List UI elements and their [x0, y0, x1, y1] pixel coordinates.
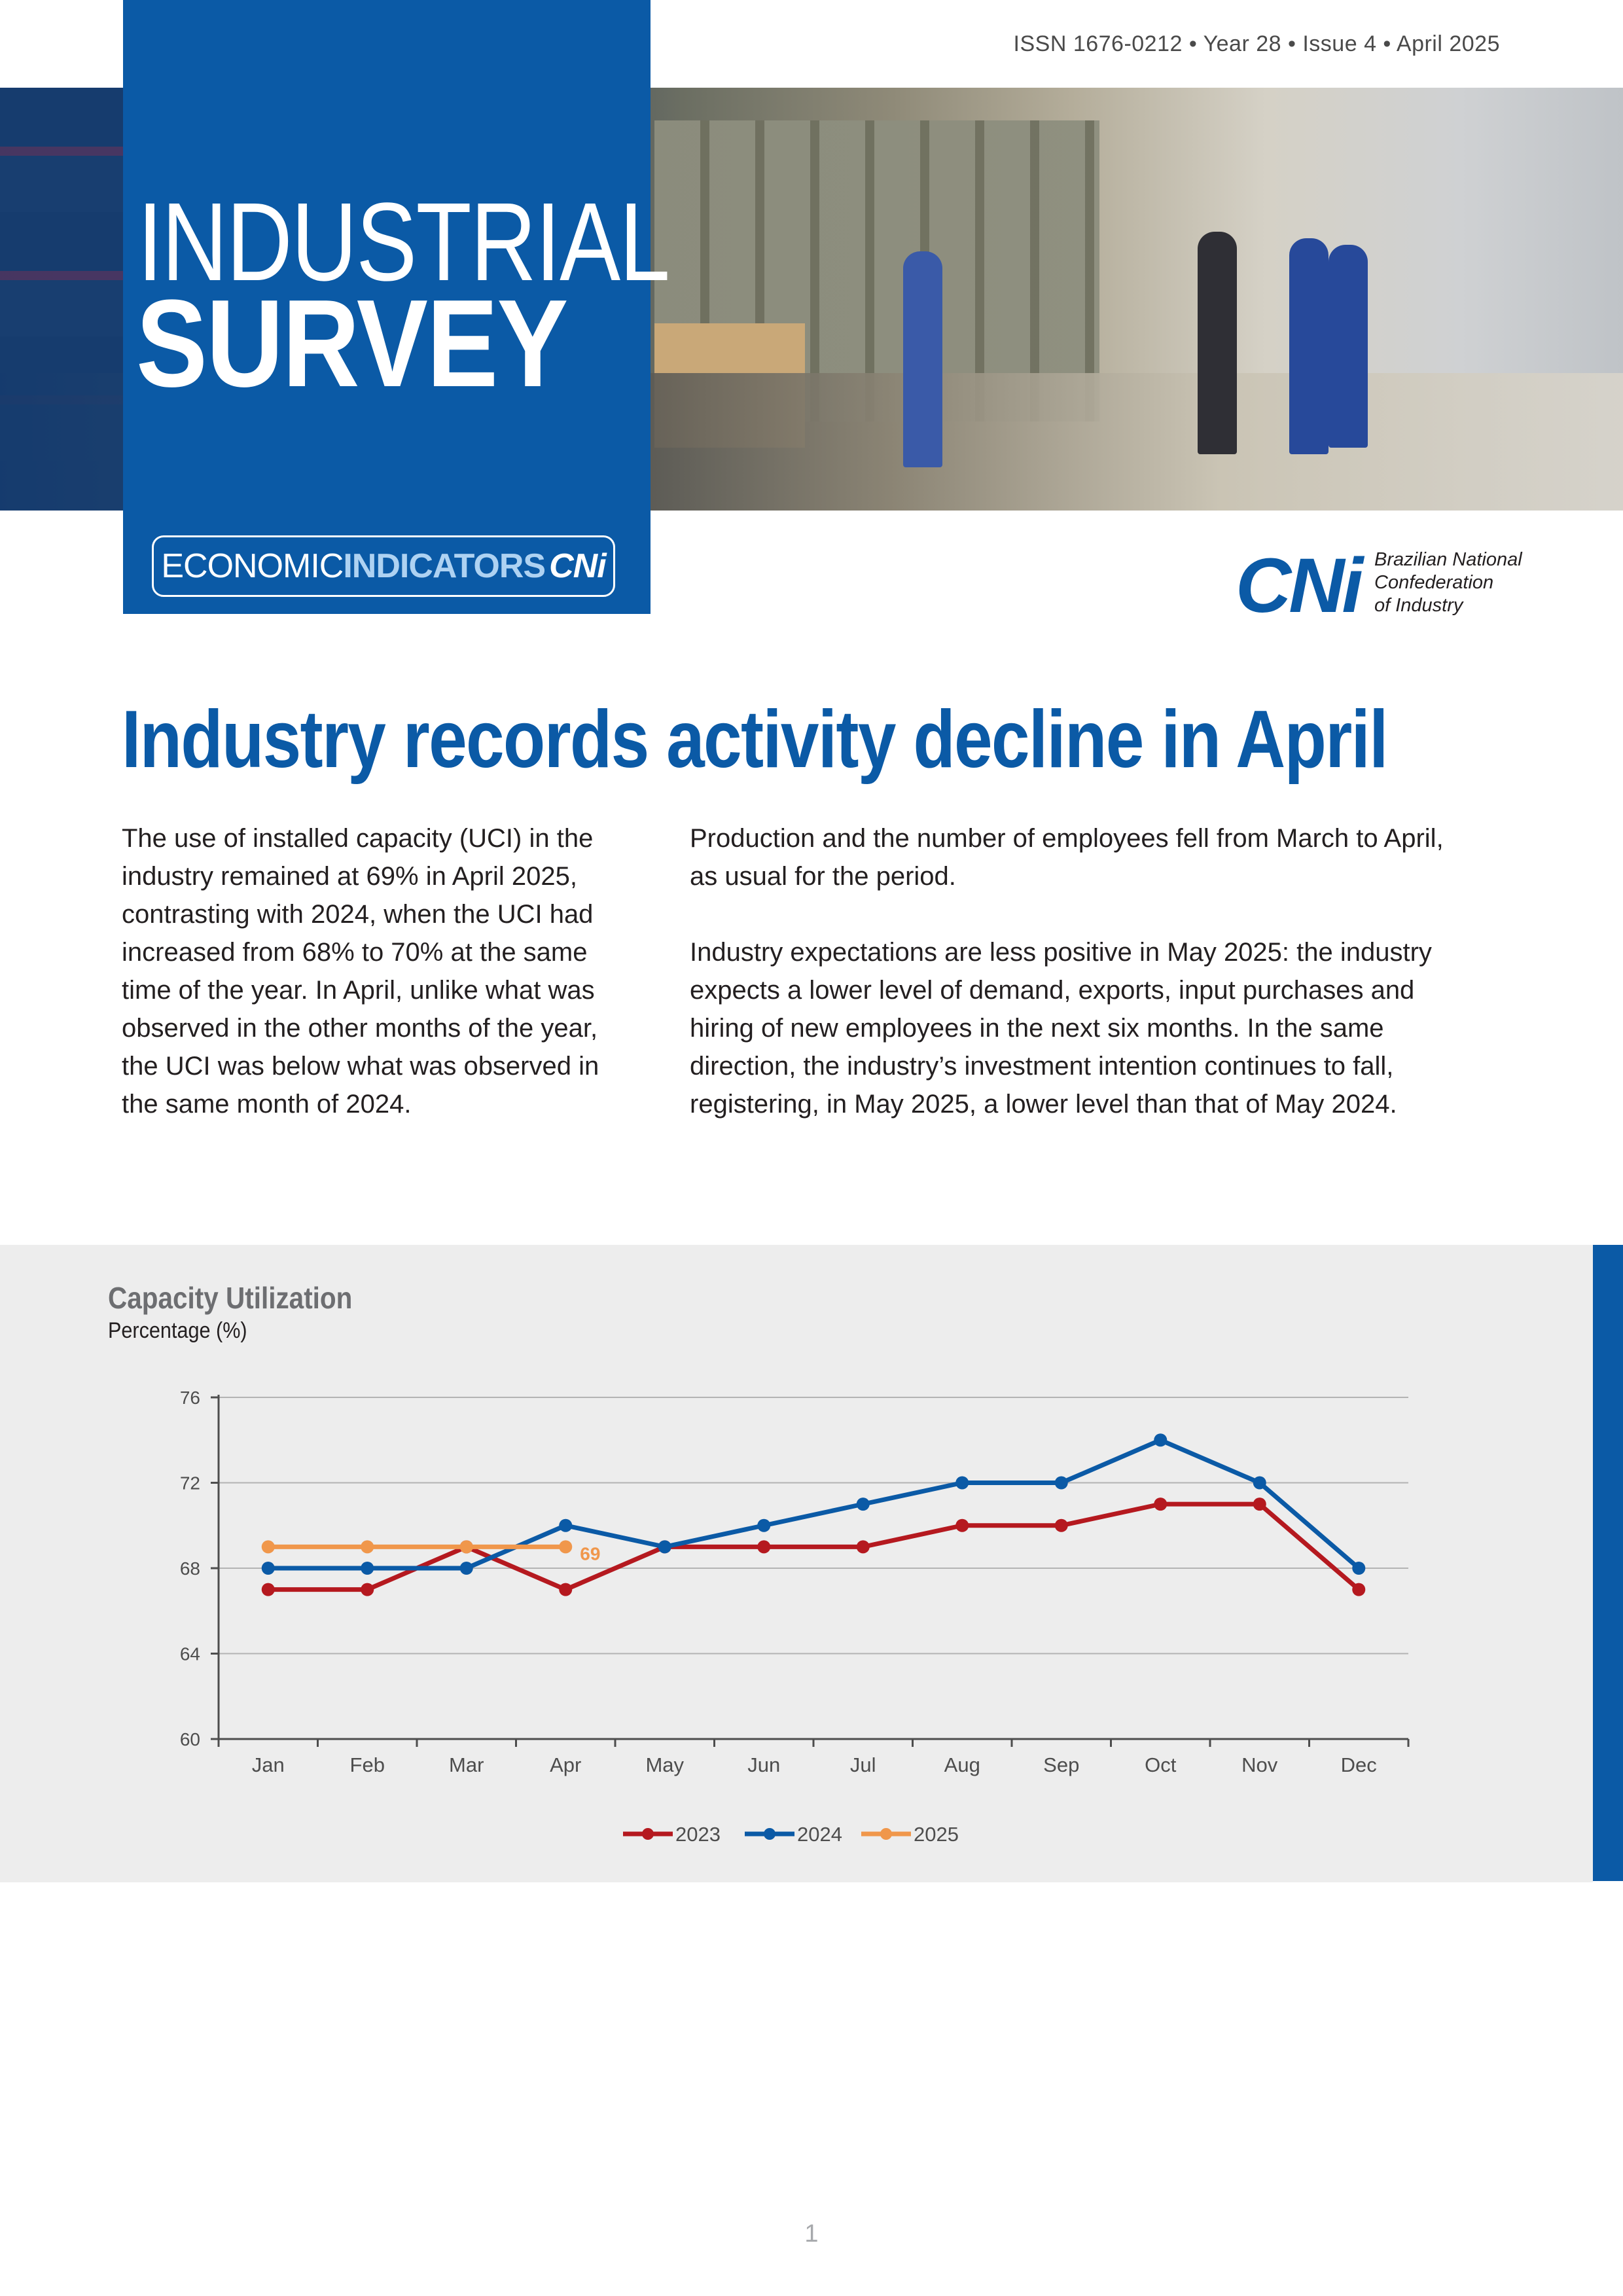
x-tick-label: Feb [349, 1753, 385, 1776]
data-point-2024 [559, 1519, 572, 1532]
x-tick-label: Sep [1043, 1753, 1080, 1776]
y-tick-label: 76 [179, 1388, 200, 1408]
cni-logo-mark: CNi [1236, 543, 1361, 629]
data-point-2025 [559, 1540, 572, 1553]
data-point-2024 [1352, 1562, 1365, 1575]
cni-name-line-2: Confederation [1374, 571, 1494, 593]
data-point-2024 [857, 1498, 870, 1511]
badge-cni: CNi [549, 547, 606, 585]
x-tick-label: Jun [747, 1753, 781, 1776]
paragraph-expectations: Industry expectations are less positive in May 2025: the industry expects a lower level of demand, exports, input purchases and hiring of new employees in the next six months. In the same direction, the industry’s investment intention continues to fall, registering, in May 2025, a lower level than that of May 2024. [690, 938, 1432, 1119]
data-point-2023 [1253, 1498, 1266, 1511]
data-label: 69 [580, 1543, 601, 1564]
data-point-2024 [460, 1562, 473, 1575]
data-point-2025 [460, 1540, 473, 1553]
cni-name-line-1: Brazilian National [1374, 549, 1522, 570]
data-point-2024 [757, 1519, 770, 1532]
x-tick-label: Oct [1145, 1753, 1177, 1776]
page-number: 1 [804, 2220, 819, 2248]
legend-label-2024: 2024 [797, 1823, 842, 1846]
x-tick-label: Dec [1340, 1753, 1377, 1776]
y-tick-label: 72 [179, 1473, 200, 1494]
data-point-2025 [361, 1540, 374, 1553]
chart-accent-bar [1593, 1245, 1623, 1881]
economic-indicators-badge [152, 535, 615, 597]
data-point-2024 [658, 1540, 671, 1553]
x-tick-label: Mar [449, 1753, 484, 1776]
title-survey: SURVEY [136, 274, 567, 413]
data-point-2024 [361, 1562, 374, 1575]
y-tick-label: 64 [179, 1643, 200, 1664]
issn-line: ISSN 1676-0212 • Year 28 • Issue 4 • April 2025 [1013, 31, 1500, 56]
capacity-utilization-chart [0, 1245, 1593, 1882]
paragraph-production: Production and the number of employees fell from March to April, as usual for the period. [690, 824, 1444, 891]
x-tick-label: Jul [849, 1753, 876, 1776]
y-tick-label: 68 [179, 1558, 200, 1579]
data-point-2024 [1055, 1477, 1068, 1490]
legend-marker-2024 [764, 1828, 776, 1840]
cni-logo-name [1374, 548, 1544, 617]
paragraph-uci: The use of installed capacity (UCI) in the industry remained at 69% in April 2025, contrasting with 2024, when the UCI had increased from 68% to 70% at the same time of the year. In April, unlike what was observed in the other months of the year, the UCI was below what was observed in the same month of 2024. [122, 824, 599, 1119]
legend-marker-2023 [642, 1828, 654, 1840]
data-point-2023 [857, 1540, 870, 1553]
data-point-2023 [757, 1540, 770, 1553]
legend-label-2023: 2023 [675, 1823, 721, 1846]
data-point-2024 [955, 1477, 969, 1490]
data-point-2023 [1352, 1583, 1365, 1596]
data-point-2023 [361, 1583, 374, 1596]
article-headline: Industry records activity decline in April [122, 694, 1387, 785]
data-point-2023 [955, 1519, 969, 1532]
y-tick-label: 60 [179, 1729, 200, 1749]
left-column-text [122, 819, 619, 1123]
chart-subtitle: Percentage (%) [108, 1318, 247, 1343]
data-point-2023 [1154, 1498, 1167, 1511]
x-tick-label: May [645, 1753, 685, 1776]
x-tick-label: Jan [251, 1753, 285, 1776]
data-point-2025 [262, 1540, 275, 1553]
cni-name-line-3: of Industry [1374, 594, 1463, 616]
chart-title: Capacity Utilization [108, 1281, 353, 1315]
data-point-2024 [262, 1562, 275, 1575]
legend-label-2025: 2025 [914, 1823, 959, 1846]
data-point-2023 [262, 1583, 275, 1596]
data-point-2024 [1253, 1477, 1266, 1490]
data-point-2023 [1055, 1519, 1068, 1532]
right-column-text [690, 819, 1475, 1123]
x-tick-label: Nov [1241, 1753, 1278, 1776]
data-point-2023 [559, 1583, 572, 1596]
legend-marker-2025 [880, 1828, 892, 1840]
x-tick-label: Aug [944, 1753, 980, 1776]
title-industrial: INDUSTRIAL [137, 180, 669, 304]
x-tick-label: Apr [550, 1753, 582, 1776]
data-point-2024 [1154, 1433, 1167, 1446]
badge-indicators: INDICATORS [343, 547, 546, 585]
badge-economic: ECONOMIC [161, 547, 344, 585]
